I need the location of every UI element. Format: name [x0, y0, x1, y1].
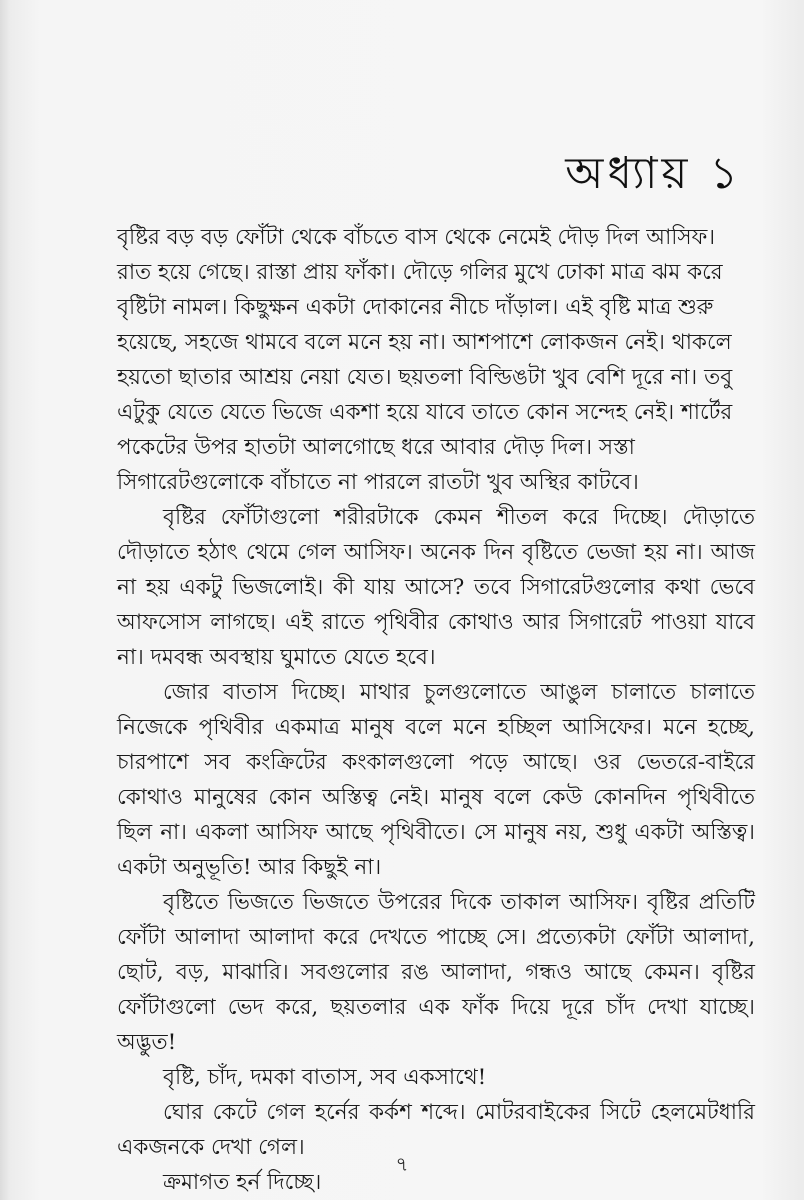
chapter-title: অধ্যায় ১	[565, 148, 742, 199]
paragraph-5: বৃষ্টি, চাঁদ, দমকা বাতাস, সব একসাথে!	[163, 1065, 487, 1090]
paragraph-6: ঘোর কেটে গেল হর্নের কর্কশ শব্দে। মোটরবাইকের সিটে হেলমেটধারি একজনকে দেখা গেল।	[117, 1100, 755, 1160]
paragraph-2: বৃষ্টির ফোঁটাগুলো শরীরটাকে কেমন শীতল করে দিচ্ছে। দৌড়াতে দৌড়াতে হঠাৎ থেমে গেল আসিফ। অনেক দিন বৃষ্টিতে ভেজা হয় না। আজ না হয় একটু ভিজলোই। কী যায় আসে? তবে সিগারেটগুলোর কথা ভেবে আফসোস লাগছে। এই রাতে পৃথিবীর কোথাও আর সিগারেট পাওয়া যাবে না। দমবন্ধ অবস্থায় ঘুমাতে যেতে হবে।	[117, 505, 755, 670]
paragraph-3: জোর বাতাস দিচ্ছে। মাথার চুলগুলোতে আঙুল চালাতে চালাতে নিজেকে পৃথিবীর একমাত্র মানুষ বলে মনে হচ্ছিল আসিফের। মনে হচ্ছে, চারপাশে সব কংক্রিটের কংকালগুলো পড়ে আছে। ওর ভেতরে-বাইরে কোথাও মানুষের কোন অস্তিত্ব নেই। মানুষ বলে কেউ কোনদিন পৃথিবীতে ছিল না। একলা আসিফ আছে পৃথিবীতে। সে মানুষ নয়, শুধু একটা অস্তিত্ব। একটা অনুভূতি! আর কিছুই না।	[117, 680, 755, 880]
paragraph-4: বৃষ্টিতে ভিজতে ভিজতে উপরের দিকে তাকাল আসিফ। বৃষ্টির প্রতিটি ফোঁটা আলাদা আলাদা করে দেখতে পাচ্ছে সে। প্রত্যেকটা ফোঁটা আলাদা, ছোট, বড়, মাঝারি। সবগুলোর রঙ আলাদা, গন্ধও আছে কেমন। বৃষ্টির ফোঁটাগুলো ভেদ করে, ছয়তলার এক ফাঁক দিয়ে দূরে চাঁদ দেখা যাচ্ছে। অদ্ভুত!	[117, 890, 755, 1055]
paragraph-7: ক্রমাগত হর্ন দিচ্ছে।	[163, 1170, 322, 1195]
paragraph-1: বৃষ্টির বড় বড় ফোঁটা থেকে বাঁচতে বাস থেকে নেমেই দৌড় দিল আসিফ। রাত হয়ে গেছে। রাস্তা প্রায় ফাঁকা। দৌড়ে গলির মুখে ঢোকা মাত্র ঝম করে বৃষ্টিটা নামল। কিছুক্ষন একটা দোকানের নীচে দাঁড়াল। এই বৃষ্টি মাত্র শুরু হয়েছে, সহজে থামবে বলে মনে হয় না। আশপাশে লোকজন নেই। থাকলে হয়তো ছাতার আশ্রয় নেয়া যেত। ছয়তলা বিল্ডিঙটা খুব বেশি দূরে না। তবু এটুকু যেতে যেতে ভিজে একশা হয়ে যাবে তাতে কোন সন্দেহ নেই। শার্টের পকেটের উপর হাতটা আলগোছে ধরে আবার দৌড় দিল। সস্তা সিগারেটগুলোকে বাঁচাতে না পারলে রাতটা খুব অস্থির কাটবে।	[117, 225, 733, 495]
body-text	[117, 220, 755, 1200]
page-number: ৭	[395, 1152, 409, 1176]
